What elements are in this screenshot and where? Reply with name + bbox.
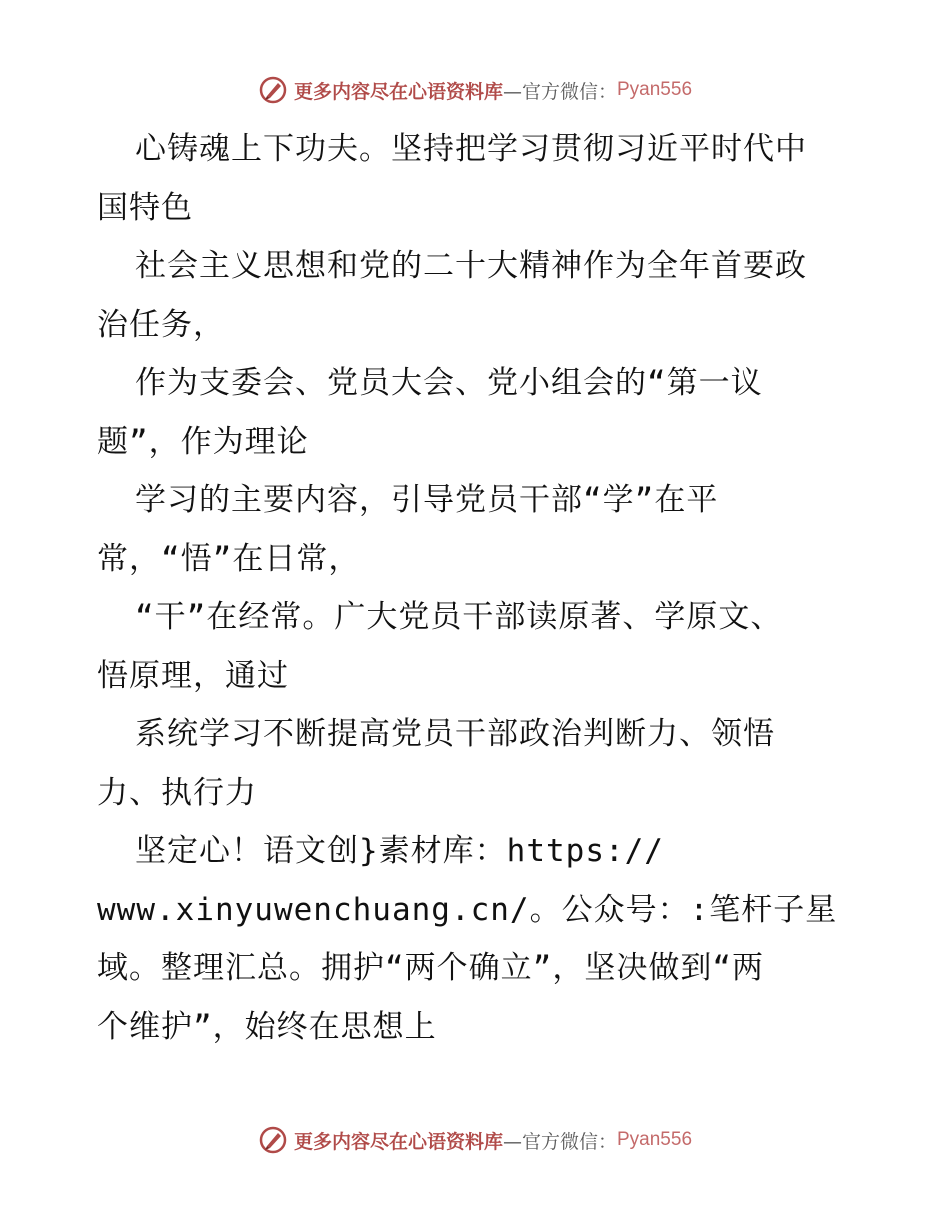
body-line: 个维护”，始终在思想上 <box>97 1008 437 1045</box>
header-wechat-label: —官方微信： <box>502 80 617 103</box>
pen-logo-icon <box>258 75 288 105</box>
body-line: “干”在经常。广大党员干部读原著、学原文、 <box>135 599 783 635</box>
header-watermark <box>0 70 950 110</box>
footer-wechat-label: —官方微信： <box>502 1130 617 1153</box>
document-body <box>97 120 857 1056</box>
body-line: www.xinyuwenchuang.cn/。公众号：:笔杆子星 <box>97 891 838 928</box>
body-line: 悟原理，通过 <box>97 657 289 694</box>
body-line: 常，“悟”在日常， <box>97 540 361 577</box>
footer-watermark <box>0 1120 950 1160</box>
body-line: 题”，作为理论 <box>97 423 309 460</box>
body-line: 国特色 <box>97 189 193 226</box>
body-line: 治任务， <box>97 306 225 343</box>
body-line: 系统学习不断提高党员干部政治判断力、领悟 <box>135 716 775 752</box>
body-line: 心铸魂上下功夫。坚持把学习贯彻习近平时代中 <box>135 131 807 167</box>
body-line: 坚定心！语文创}素材库：https:// <box>135 833 664 869</box>
body-line: 域。整理汇总。拥护“两个确立”，坚决做到“两 <box>97 950 764 986</box>
body-line: 作为支委会、党员大会、党小组会的“第一议 <box>135 365 763 401</box>
footer-wechat-id: Pyan556 <box>617 1129 693 1150</box>
body-line: 力、执行力 <box>97 774 257 811</box>
body-line: 学习的主要内容，引导党员干部“学”在平 <box>135 482 719 518</box>
header-brand-text: 更多内容尽在心语资料库 <box>293 80 503 103</box>
pen-logo-icon <box>258 1125 288 1155</box>
footer-brand-text: 更多内容尽在心语资料库 <box>293 1130 503 1153</box>
body-line: 社会主义思想和党的二十大精神作为全年首要政 <box>135 248 807 284</box>
header-wechat-id: Pyan556 <box>617 79 693 100</box>
